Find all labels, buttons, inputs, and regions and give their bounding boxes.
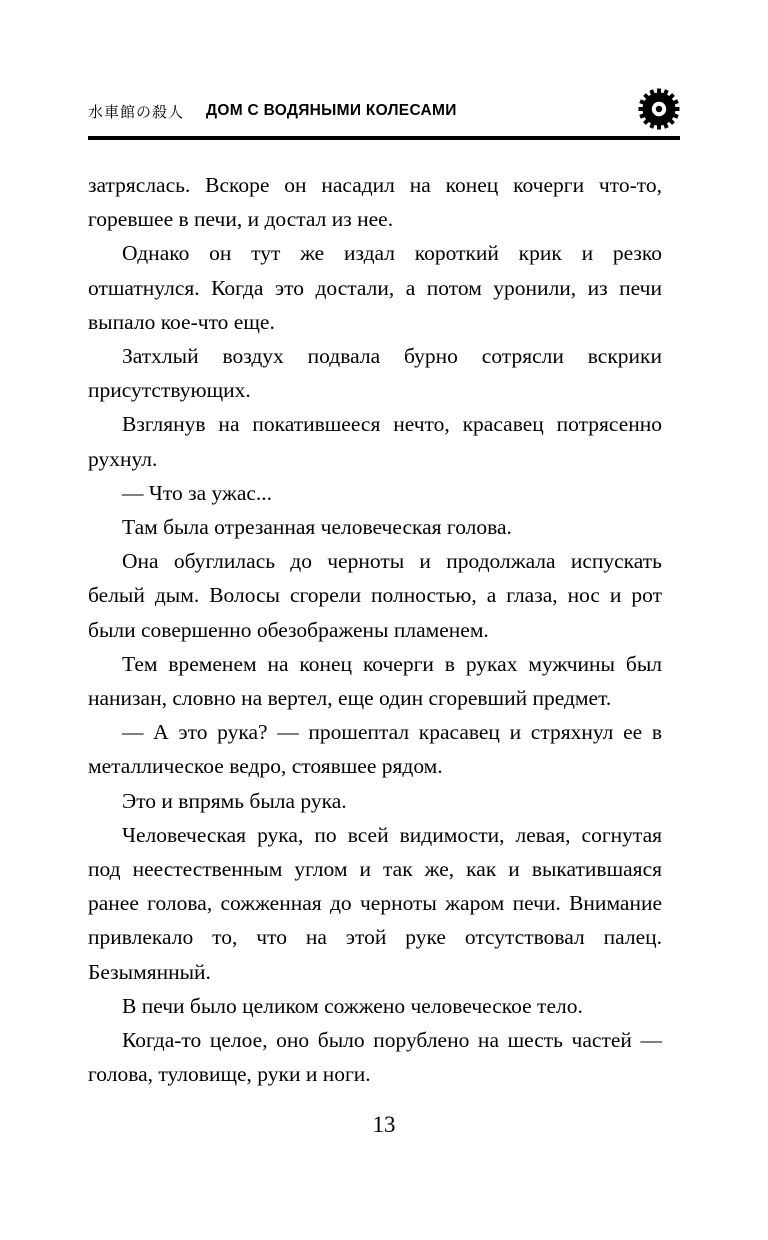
paragraph: Она обуглилась до черноты и продолжала испускать белый дым. Волосы сгорели полностью, а глаза, нос и рот были совершенно обезображены пламенем. — [88, 549, 662, 642]
paragraph: Тем временем на конец кочерги в руках мужчины был нанизан, словно на вертел, еще один сгоревший предмет. — [88, 651, 662, 711]
running-title: ДОМ С ВОДЯНЫМИ КОЛЕСАМИ — [206, 102, 457, 119]
running-head-row — [88, 96, 680, 126]
paragraph: Человеческая рука, по всей видимости, левая, согнутая под неестественным углом и так же, как и выкатившаяся ранее голова, сожженная до черноты жаром печи. Внимание привлекало то, что на этой руке отсутствовал палец. Безымянный. — [88, 822, 662, 984]
japanese-title: 水車館の殺人 — [88, 102, 185, 121]
page-text — [88, 168, 662, 1091]
paragraph: В печи было целиком сожжено человеческое тело. — [122, 993, 583, 1018]
header-divider — [88, 136, 680, 140]
paragraph-dialogue: — Что за ужас... — [122, 480, 273, 505]
paragraph: Там была отрезанная человеческая голова. — [122, 515, 512, 540]
paragraph: Взглянув на покатившееся нечто, красавец потрясенно рухнул. — [88, 412, 662, 471]
paragraph: затряслась. Вскоре он насадил на конец кочерги что-то, горевшее в печи, и достал из нее. — [88, 173, 662, 232]
paragraph-dialogue: — А это рука? — прошептал красавец и стряхнул ее в металлическое ведро, стоявшее рядом. — [88, 720, 662, 779]
paragraph: Когда-то целое, оно было порублено на шесть частей — голова, туловище, руки и ноги. — [88, 1028, 662, 1087]
paragraph: Затхлый воздух подвала бурно сотрясли вскрики присутствующих. — [88, 344, 662, 403]
gear-ornament-icon — [638, 88, 680, 130]
paragraph: Однако он тут же издал короткий крик и резко отшатнулся. Когда это достали, а потом уронили, из печи выпало кое-что еще. — [88, 241, 662, 334]
page-number: 13 — [372, 1112, 396, 1137]
running-head — [88, 96, 680, 140]
paragraph: Это и впрямь была рука. — [122, 788, 347, 813]
